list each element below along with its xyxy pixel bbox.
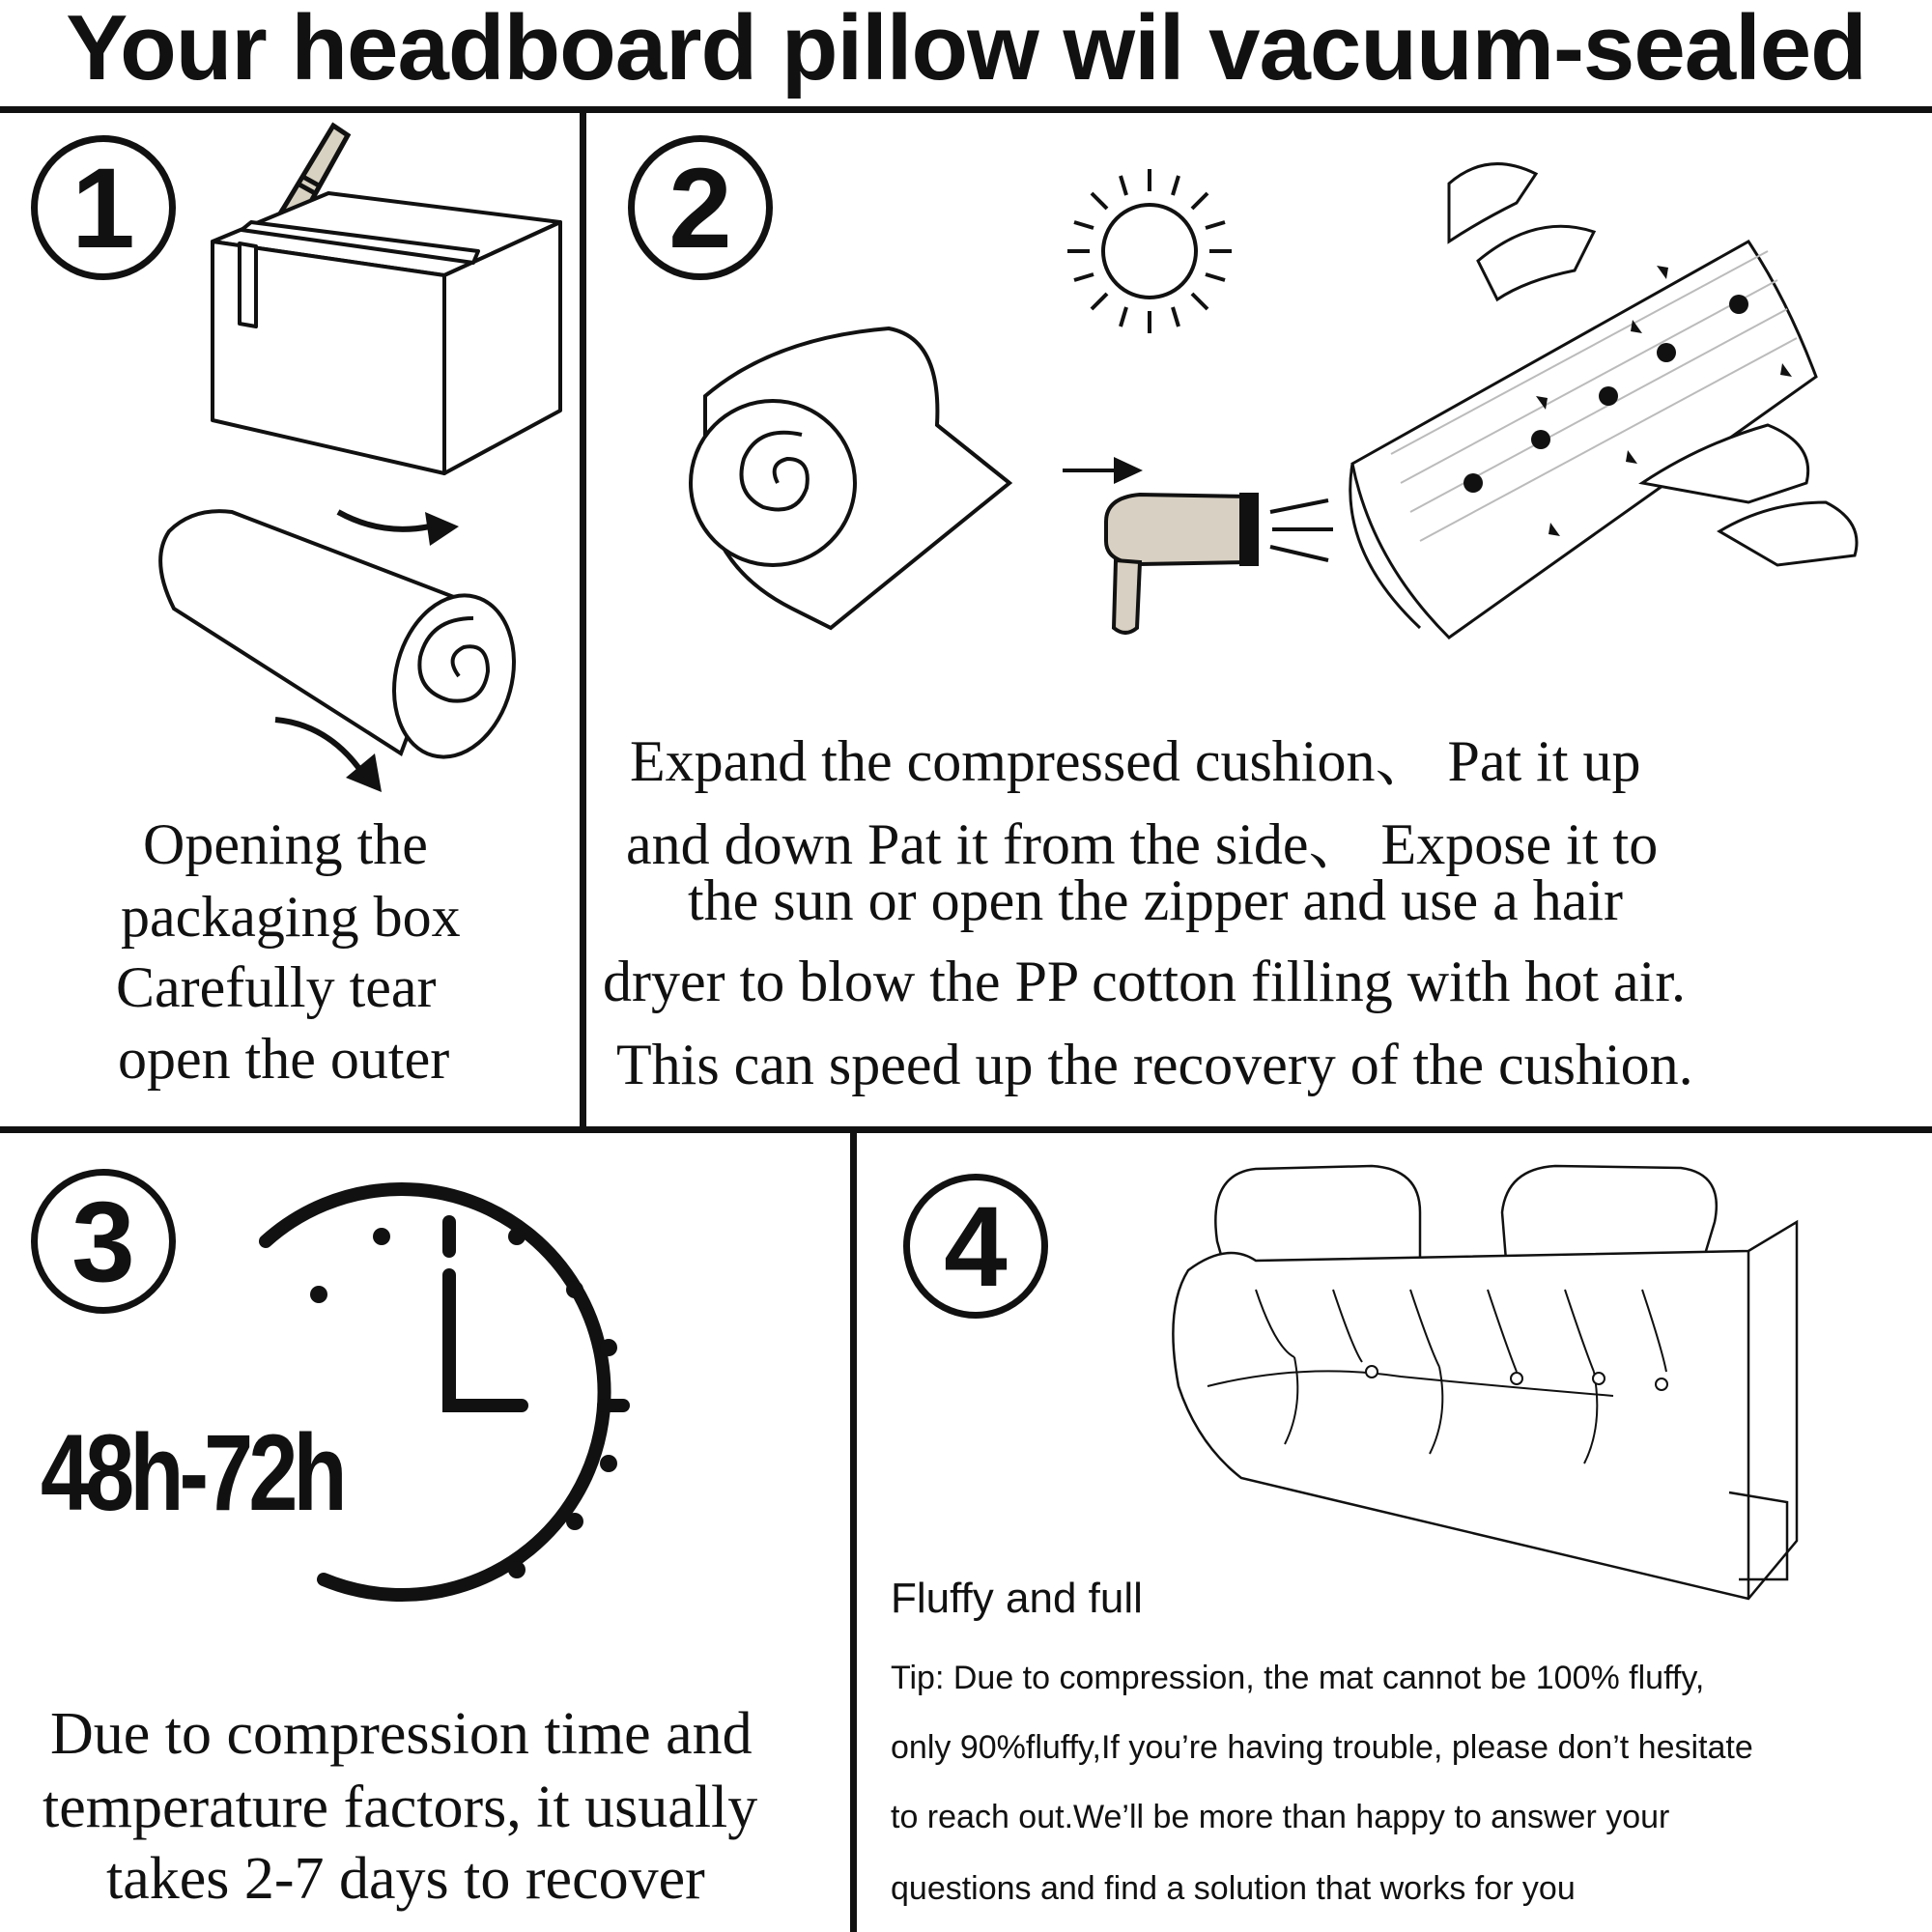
step-4-tip-line-1: Tip: Due to compression, the mat cannot be 100% fluffy,	[891, 1660, 1705, 1696]
arrow-icon	[270, 710, 396, 807]
step-3-number: 3	[31, 1169, 176, 1314]
cardboard-box-icon	[203, 184, 570, 493]
hair-dryer-icon	[1096, 483, 1348, 638]
step-1-number: 1	[31, 135, 176, 280]
clock-icon	[227, 1183, 671, 1628]
step-4-number: 4	[903, 1174, 1048, 1319]
sun-icon	[1063, 164, 1236, 338]
rolled-cushion-icon	[676, 319, 985, 638]
step-2-line-1: Expand the compressed cushion、 Pat it up	[630, 729, 1641, 793]
page-title: Your headboard pillow wil vacuum-sealed	[66, 0, 1866, 99]
step-2-number: 2	[628, 135, 773, 280]
duration-label: 48h-72h	[41, 1412, 343, 1533]
step-2-line-5: This can speed up the recovery of the cushion.	[616, 1033, 1693, 1096]
pillow-with-hands-icon	[1333, 145, 1893, 647]
step-2-line-3: the sun or open the zipper and use a hair	[688, 868, 1623, 932]
divider-vertical-bottom	[850, 1130, 857, 1932]
divider-vertical-top	[580, 109, 586, 1130]
step-3-line-3: takes 2-7 days to recover	[106, 1846, 705, 1912]
step-1-line-4: open the outer	[118, 1027, 450, 1091]
divider-top	[0, 106, 1932, 113]
step-2-line-2: and down Pat it from the side、 Expose it to	[626, 812, 1659, 876]
step-3-line-1: Due to compression time and	[50, 1701, 753, 1767]
step-3-line-2: temperature factors, it usually	[43, 1775, 758, 1840]
headboard-pillow-icon	[1111, 1154, 1864, 1637]
step-2-line-4: dryer to blow the PP cotton filling with hot air.	[603, 950, 1687, 1013]
step-4-tip-line-4: questions and find a solution that works for you	[891, 1870, 1576, 1907]
step-1-line-1: Opening the	[143, 812, 428, 876]
step-4-tip-line-2: only 90%fluffy,If you’re having trouble, please don’t hesitate	[891, 1729, 1753, 1766]
step-4-heading: Fluffy and full	[891, 1575, 1143, 1622]
divider-middle	[0, 1126, 1932, 1133]
step-4-tip-line-3: to reach out.We’ll be more than happy to answer your	[891, 1799, 1670, 1835]
step-1-line-3: Carefully tear	[116, 955, 437, 1019]
step-1-line-2: packaging box	[121, 885, 461, 949]
